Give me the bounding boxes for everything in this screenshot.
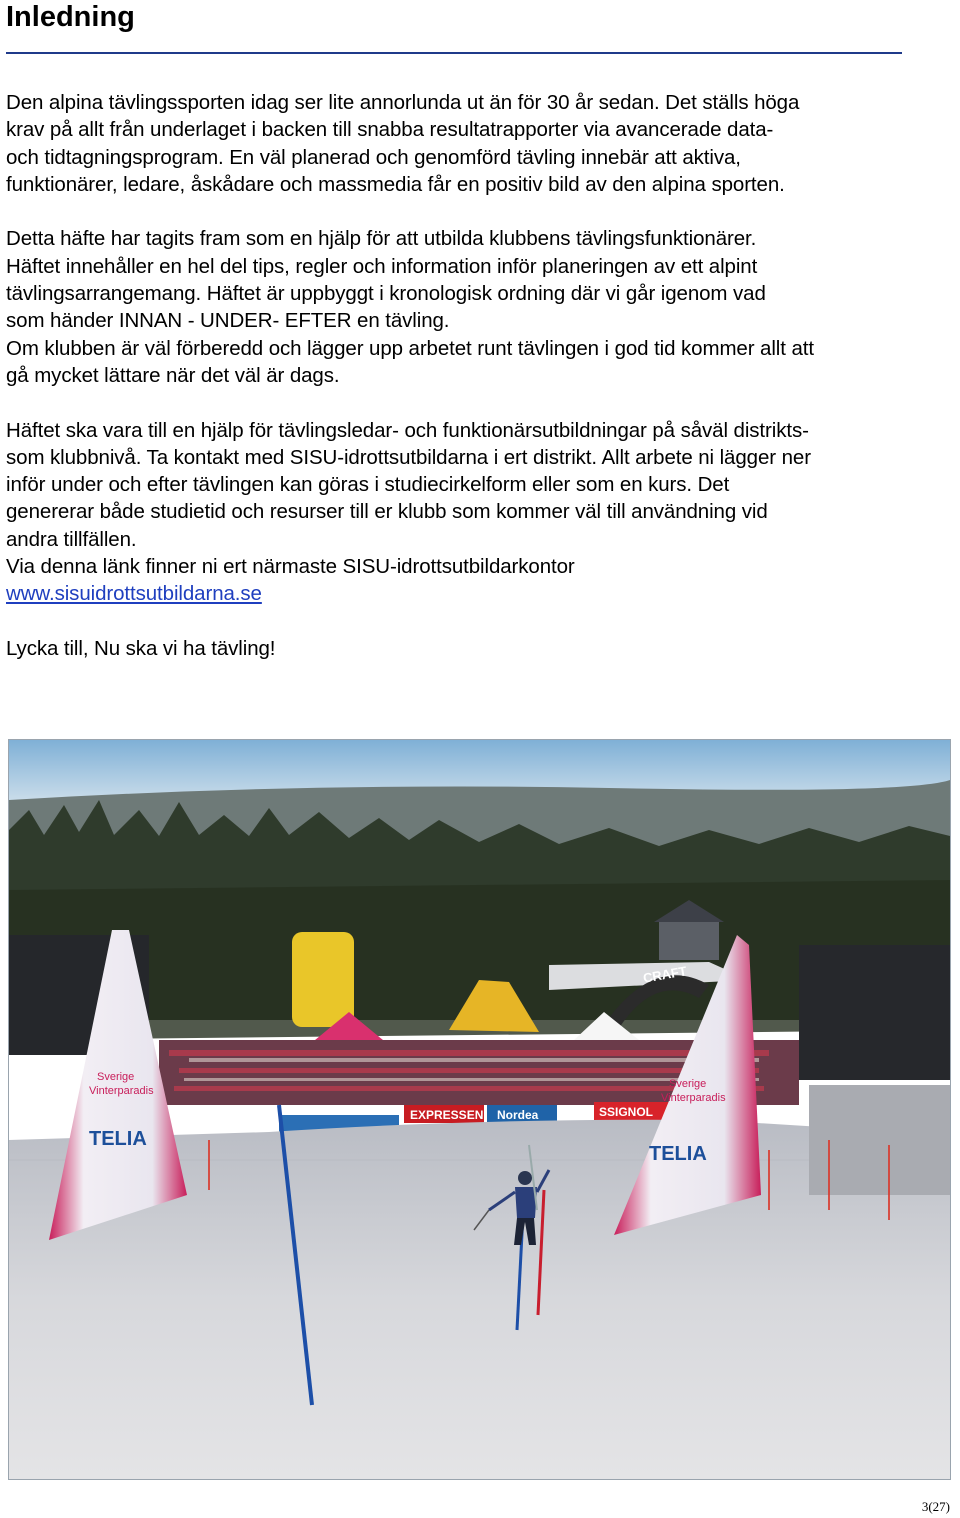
paragraph-line: och tidtagningsprogram. En väl planerad och genomförd tävling innebär att aktiva, [6, 145, 741, 169]
paragraph-line: tävlingsarrangemang. Häftet är uppbyggt i kronologisk ordning där vi går igenom vad [6, 282, 766, 306]
heading-underline [6, 52, 902, 54]
page-heading: Inledning [6, 1, 135, 33]
sisu-link[interactable]: www.sisuidrottsutbildarna.se [6, 582, 262, 606]
paragraph-line: Häftet ska vara till en hjälp för tävlingsledar- och funktionärsutbildningar på såväl distrikts- [6, 418, 809, 442]
paragraph-line: krav på allt från underlaget i backen till snabba resultatrapporter via avancerade data- [6, 118, 774, 142]
banner-text: SSIGNOL [599, 1105, 654, 1119]
page-number: 3(27) [921, 1499, 950, 1514]
paragraph-line: som klubbnivå. Ta kontakt med SISU-idrottsutbildarna i ert distrikt. Allt arbete ni lägger ner [6, 445, 811, 469]
paragraph-line: Den alpina tävlingssporten idag ser lite annorlunda ut än för 30 år sedan. Det ställs höga [6, 91, 800, 114]
paragraph-line: som händer INNAN - UNDER- EFTER en tävling. [6, 309, 450, 333]
paragraph-line: Via denna länk finner ni ert närmaste SISU-idrottsutbildarkontor [6, 555, 575, 579]
gate-slogan: Sverige [669, 1078, 707, 1090]
screen-right [799, 945, 950, 1080]
paragraph-line: inför under och efter tävlingen kan göras i studiecirkelform eller som en kurs. Det [6, 473, 730, 497]
paragraph-line: Häftet innehåller en hel del tips, regler och information inför planeringen av ett alpint [6, 254, 758, 278]
banner-text: EXPRESSEN [410, 1108, 484, 1122]
gate-text: TELIA [89, 1128, 147, 1150]
gate-text: TELIA [649, 1143, 707, 1165]
gate-slogan: Sverige [97, 1071, 135, 1083]
gate-slogan: Vinterparadis [89, 1085, 154, 1097]
gate-slogan: Vinterparadis [661, 1092, 726, 1104]
paragraph-line: andra tillfällen. [6, 527, 137, 551]
arch-text: CRAFT [641, 963, 688, 986]
paragraph-line: funktionärer, ledare, åskådare och massmedia får en positiv bild av den alpina sporten. [6, 172, 785, 196]
banner-text: Nordea [497, 1108, 539, 1122]
paragraph-line: Detta häfte har tagits fram som en hjälp för att utbilda klubbens tävlingsfunktionärer. [6, 227, 757, 251]
body-text [6, 89, 960, 662]
paragraph-line: genererar både studietid och resurser till er klubb som kommer väl till användning vid [6, 500, 768, 524]
closing-line: Lycka till, Nu ska vi ha tävling! [6, 636, 276, 660]
paragraph-line: Om klubben är väl förberedd och lägger upp arbetet runt tävlingen i god tid kommer allt att [6, 336, 814, 360]
link-line [6, 580, 960, 607]
paragraph-line: gå mycket lättare när det väl är dags. [6, 363, 340, 387]
ski-race-photo [8, 739, 951, 1480]
